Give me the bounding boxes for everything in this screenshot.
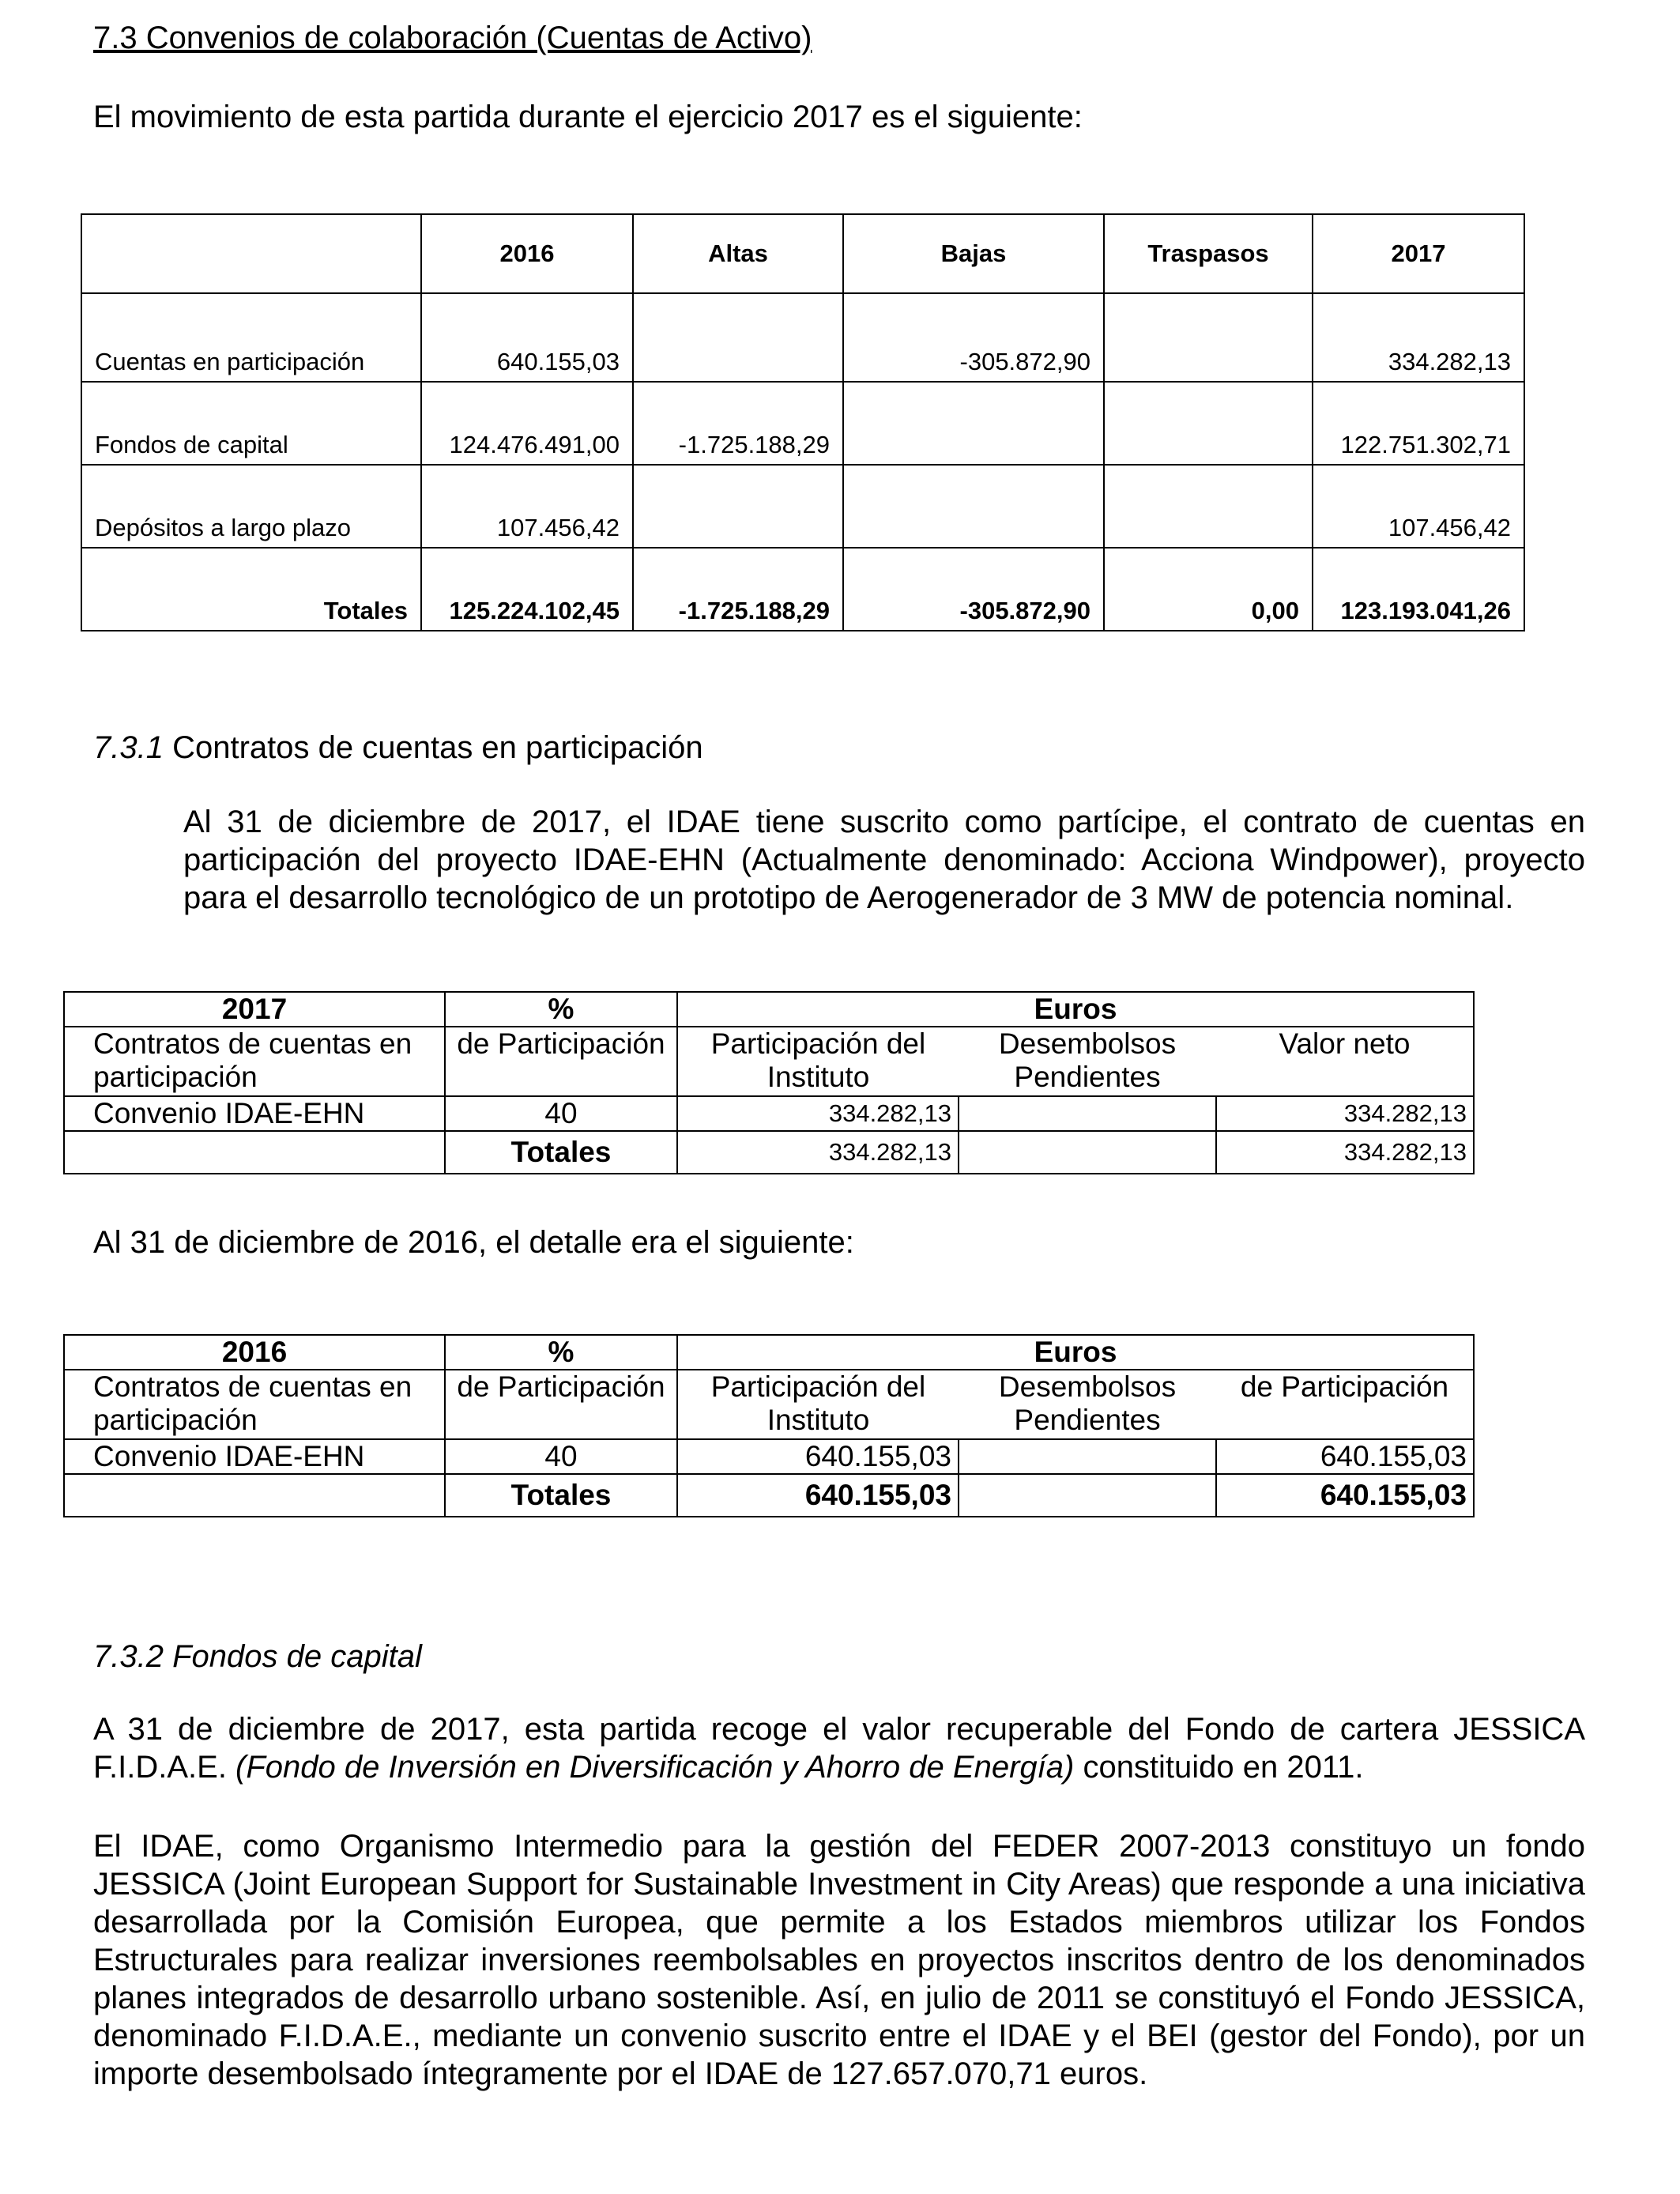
movement-table-header (81, 214, 1524, 293)
col-header: de Participación (445, 1370, 677, 1439)
totals-row (64, 1131, 1474, 1174)
cell (959, 1096, 1216, 1131)
table-row (81, 293, 1524, 382)
totals-label: Totales (445, 1474, 677, 1517)
subsection-1-text: Contratos de cuentas en participación (163, 730, 703, 765)
cell: 334.282,13 (1216, 1131, 1474, 1174)
header-cell: Bajas (843, 214, 1104, 293)
pct-header: % (445, 1335, 677, 1370)
cell: 40 (445, 1439, 677, 1474)
cell: 334.282,13 (1313, 293, 1524, 382)
cell: 125.224.102,45 (421, 548, 633, 631)
totals-row (81, 548, 1524, 631)
euros-header: Euros (677, 1335, 1474, 1370)
cell (1104, 293, 1313, 382)
subsection-2-title: 7.3.2 Fondos de capital (93, 1639, 422, 1674)
col-header: Desembolsos Pendientes (959, 1370, 1216, 1439)
cell: 640.155,03 (1216, 1439, 1474, 1474)
cell (64, 1131, 445, 1174)
subsection-1-number: 7.3.1 (93, 730, 164, 765)
cell (959, 1131, 1216, 1174)
col-header: Valor neto (1216, 1027, 1474, 1096)
cell: 107.456,42 (1313, 465, 1524, 548)
col-header: Participación del Instituto (677, 1370, 959, 1439)
totals-row (64, 1474, 1474, 1517)
cell: -1.725.188,29 (633, 382, 843, 465)
col-header: de Participación (1216, 1370, 1474, 1439)
movement-table (81, 213, 1525, 631)
cell (64, 1474, 445, 1517)
cell: 124.476.491,00 (421, 382, 633, 465)
totals-label: Totales (445, 1131, 677, 1174)
header-cell: Traspasos (1104, 214, 1313, 293)
cell: 40 (445, 1096, 677, 1131)
table-row (64, 1439, 1474, 1474)
header-cell: 2017 (1313, 214, 1524, 293)
table-row (81, 382, 1524, 465)
table-subhead-row (64, 1027, 1474, 1096)
cell: 123.193.041,26 (1313, 548, 1524, 631)
cell: 122.751.302,71 (1313, 382, 1524, 465)
pct-header: % (445, 992, 677, 1027)
table-head-row (64, 1335, 1474, 1370)
participation-table-2017 (63, 991, 1475, 1174)
p1-text-a: A 31 de diciembre de 2017, esta partida recoge el valor recuperable del Fondo de cartera JESSICA F.I.D.A.E. (93, 1712, 1585, 1785)
row-label: Cuentas en participación (81, 293, 421, 382)
subsection-2-paragraph-1 (93, 1710, 1585, 1786)
cell: 640.155,03 (1216, 1474, 1474, 1517)
header-cell (81, 214, 421, 293)
cell (959, 1439, 1216, 1474)
section-title: 7.3 Convenios de colaboración (Cuentas de Activo) (93, 21, 812, 55)
year-header: 2017 (64, 992, 445, 1027)
detail-2016-text: Al 31 de diciembre de 2016, el detalle era el siguiente: (93, 1225, 854, 1260)
subsection-1-paragraph: Al 31 de diciembre de 2017, el IDAE tiene suscrito como partícipe, el contrato de cuentas en participación del proyecto IDAE-EHN (Actualmente denominado: Acciona Windpower), proyecto para el desarrollo tecnológico de un prototipo de Aerogenerador de 3 MW de potencia nominal. (183, 805, 1585, 915)
col-header: Desembolsos Pendientes (959, 1027, 1216, 1096)
col-header: Participación del Instituto (677, 1027, 959, 1096)
cell: 107.456,42 (421, 465, 633, 548)
cell (843, 465, 1104, 548)
subsection-2-paragraph-2: El IDAE, como Organismo Intermedio para la gestión del FEDER 2007-2013 constituyo un fondo JESSICA (Joint European Support for Sustainable Investment in City Areas) que responde a una iniciativa desarrollada por la Comisión Europea, que permite a los Estados miembros utilizar los Fondos Estructurales para realizar inversiones reembolsables en proyectos inscritos dentro de los denominados planes integrados de desarrollo urbano sostenible. Así, en julio de 2011 se constituyó el Fondo JESSICA, denominado F.I.D.A.E., mediante un convenio suscrito entre el IDAE y el BEI (gestor del Fondo), por un importe desembolsado íntegramente por el IDAE de 127.657.070,71 euros. (93, 1829, 1585, 2091)
p1-text-c: constituido en 2011. (1074, 1750, 1364, 1785)
col-header: Contratos de cuentas en participación (64, 1027, 445, 1096)
cell: -305.872,90 (843, 548, 1104, 631)
cell: Convenio IDAE-EHN (64, 1096, 445, 1131)
cell: 640.155,03 (421, 293, 633, 382)
participation-table-2016 (63, 1334, 1475, 1517)
intro-text: El movimiento de esta partida durante el ejercicio 2017 es el siguiente: (93, 100, 1083, 134)
cell: 334.282,13 (677, 1131, 959, 1174)
cell (1104, 465, 1313, 548)
table-row (64, 1096, 1474, 1131)
table-subhead-row (64, 1370, 1474, 1439)
cell: -1.725.188,29 (633, 548, 843, 631)
row-label: Fondos de capital (81, 382, 421, 465)
year-header: 2016 (64, 1335, 445, 1370)
cell: 0,00 (1104, 548, 1313, 631)
header-cell: 2016 (421, 214, 633, 293)
cell: 640.155,03 (677, 1474, 959, 1517)
table-row (81, 465, 1524, 548)
cell (633, 293, 843, 382)
euros-header: Euros (677, 992, 1474, 1027)
totals-label: Totales (81, 548, 421, 631)
table-head-row (64, 992, 1474, 1027)
cell (959, 1474, 1216, 1517)
cell: 334.282,13 (1216, 1096, 1474, 1131)
cell: Convenio IDAE-EHN (64, 1439, 445, 1474)
col-header: Contratos de cuentas en participación (64, 1370, 445, 1439)
cell (633, 465, 843, 548)
row-label: Depósitos a largo plazo (81, 465, 421, 548)
cell: -305.872,90 (843, 293, 1104, 382)
header-cell: Altas (633, 214, 843, 293)
col-header: de Participación (445, 1027, 677, 1096)
cell (1104, 382, 1313, 465)
cell: 334.282,13 (677, 1096, 959, 1131)
p1-text-italic: (Fondo de Inversión en Diversificación y Ahorro de Energía) (235, 1750, 1075, 1785)
subsection-1-title (93, 729, 703, 767)
cell: 640.155,03 (677, 1439, 959, 1474)
cell (843, 382, 1104, 465)
